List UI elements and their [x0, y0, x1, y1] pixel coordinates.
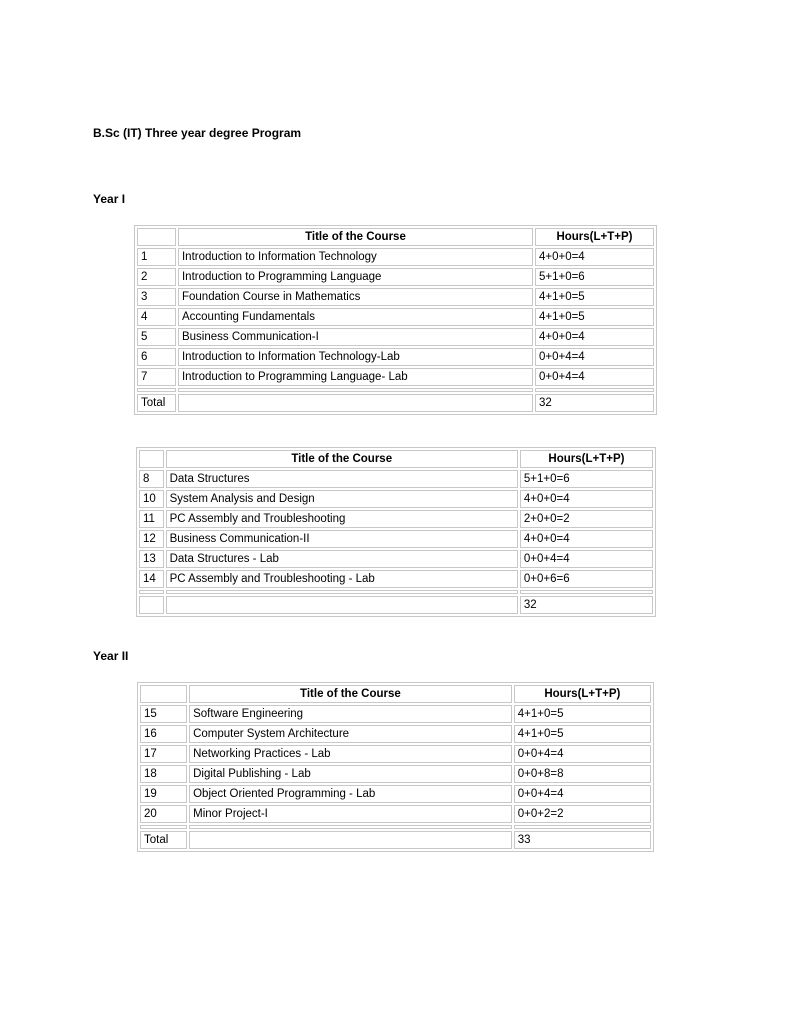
- cell-serial: 17: [140, 745, 187, 763]
- year-1-course-table-2: [136, 447, 656, 617]
- spacer-cell: [140, 825, 187, 829]
- cell-hours: 5+1+0=6: [520, 470, 653, 488]
- spacer-row: [139, 590, 653, 594]
- cell-course-title: Data Structures - Lab: [166, 550, 518, 568]
- header-serial: [139, 450, 164, 468]
- table-row: [137, 348, 654, 366]
- table-row: [139, 490, 653, 508]
- cell-course-title: Software Engineering: [189, 705, 512, 723]
- cell-hours: 4+0+0=4: [535, 328, 654, 346]
- cell-course-title: Computer System Architecture: [189, 725, 512, 743]
- cell-course-title: PC Assembly and Troubleshooting - Lab: [166, 570, 518, 588]
- cell-course-title: Object Oriented Programming - Lab: [189, 785, 512, 803]
- cell-serial: 3: [137, 288, 176, 306]
- cell-hours: 4+1+0=5: [535, 288, 654, 306]
- cell-serial: 15: [140, 705, 187, 723]
- header-course-title: Title of the Course: [178, 228, 533, 246]
- cell-serial: 10: [139, 490, 164, 508]
- cell-course-title: System Analysis and Design: [166, 490, 518, 508]
- header-hours: Hours(L+T+P): [520, 450, 653, 468]
- spacer-cell: [137, 388, 176, 392]
- cell-course-title: Business Communication-II: [166, 530, 518, 548]
- cell-course-title: Introduction to Programming Language- Lab: [178, 368, 533, 386]
- spacer-cell: [139, 590, 164, 594]
- cell-serial: 4: [137, 308, 176, 326]
- spacer-cell: [166, 590, 518, 594]
- cell-course-title: Business Communication-I: [178, 328, 533, 346]
- total-row: [137, 394, 654, 412]
- table-row: [139, 550, 653, 568]
- table-row: [140, 745, 651, 763]
- total-serial: Total: [137, 394, 176, 412]
- cell-serial: 7: [137, 368, 176, 386]
- table-row: [140, 765, 651, 783]
- cell-serial: 11: [139, 510, 164, 528]
- cell-hours: 2+0+0=2: [520, 510, 653, 528]
- spacer-cell: [514, 825, 651, 829]
- total-serial: [139, 596, 164, 614]
- table-row: [140, 805, 651, 823]
- cell-hours: 4+0+0=4: [535, 248, 654, 266]
- cell-serial: 13: [139, 550, 164, 568]
- year-1-heading: Year I: [93, 192, 126, 206]
- cell-course-title: Networking Practices - Lab: [189, 745, 512, 763]
- cell-hours: 4+0+0=4: [520, 530, 653, 548]
- table-row: [137, 328, 654, 346]
- table-header-row: [140, 685, 651, 703]
- table-row: [140, 725, 651, 743]
- table-row: [139, 510, 653, 528]
- header-serial: [137, 228, 176, 246]
- header-course-title: Title of the Course: [189, 685, 512, 703]
- cell-course-title: Introduction to Programming Language: [178, 268, 533, 286]
- total-row: [140, 831, 651, 849]
- header-hours: Hours(L+T+P): [535, 228, 654, 246]
- cell-course-title: Foundation Course in Mathematics: [178, 288, 533, 306]
- spacer-cell: [520, 590, 653, 594]
- cell-serial: 14: [139, 570, 164, 588]
- table-row: [137, 268, 654, 286]
- cell-course-title: Introduction to Information Technology-Lab: [178, 348, 533, 366]
- spacer-cell: [178, 388, 533, 392]
- cell-hours: 0+0+4=4: [535, 348, 654, 366]
- cell-hours: 0+0+2=2: [514, 805, 651, 823]
- cell-hours: 0+0+4=4: [514, 785, 651, 803]
- cell-course-title: Digital Publishing - Lab: [189, 765, 512, 783]
- cell-hours: 4+1+0=5: [514, 725, 651, 743]
- table-row: [140, 785, 651, 803]
- table-row: [140, 705, 651, 723]
- table-row: [139, 530, 653, 548]
- table-row: [137, 368, 654, 386]
- header-serial: [140, 685, 187, 703]
- cell-hours: 0+0+4=4: [535, 368, 654, 386]
- total-course-title: [189, 831, 512, 849]
- table-row: [137, 288, 654, 306]
- cell-course-title: Data Structures: [166, 470, 518, 488]
- cell-serial: 18: [140, 765, 187, 783]
- cell-hours: 4+1+0=5: [514, 705, 651, 723]
- total-hours: 33: [514, 831, 651, 849]
- cell-course-title: Accounting Fundamentals: [178, 308, 533, 326]
- spacer-cell: [189, 825, 512, 829]
- year-2-heading: Year II: [93, 649, 129, 663]
- cell-serial: 16: [140, 725, 187, 743]
- cell-hours: 4+0+0=4: [520, 490, 653, 508]
- header-course-title: Title of the Course: [166, 450, 518, 468]
- cell-hours: 5+1+0=6: [535, 268, 654, 286]
- total-serial: Total: [140, 831, 187, 849]
- cell-hours: 0+0+4=4: [520, 550, 653, 568]
- cell-hours: 0+0+4=4: [514, 745, 651, 763]
- cell-serial: 8: [139, 470, 164, 488]
- table-row: [137, 308, 654, 326]
- cell-hours: 0+0+8=8: [514, 765, 651, 783]
- table-header-row: [139, 450, 653, 468]
- total-row: [139, 596, 653, 614]
- cell-serial: 2: [137, 268, 176, 286]
- cell-serial: 20: [140, 805, 187, 823]
- cell-serial: 5: [137, 328, 176, 346]
- table-row: [137, 248, 654, 266]
- header-hours: Hours(L+T+P): [514, 685, 651, 703]
- cell-course-title: PC Assembly and Troubleshooting: [166, 510, 518, 528]
- cell-serial: 6: [137, 348, 176, 366]
- spacer-row: [137, 388, 654, 392]
- total-course-title: [166, 596, 518, 614]
- year-2-course-table: [137, 682, 654, 852]
- total-hours: 32: [535, 394, 654, 412]
- spacer-row: [140, 825, 651, 829]
- cell-serial: 19: [140, 785, 187, 803]
- cell-hours: 0+0+6=6: [520, 570, 653, 588]
- table-row: [139, 470, 653, 488]
- cell-serial: 12: [139, 530, 164, 548]
- table-header-row: [137, 228, 654, 246]
- total-hours: 32: [520, 596, 653, 614]
- cell-course-title: Minor Project-I: [189, 805, 512, 823]
- spacer-cell: [535, 388, 654, 392]
- cell-serial: 1: [137, 248, 176, 266]
- year-1-course-table-1: [134, 225, 657, 415]
- table-row: [139, 570, 653, 588]
- cell-course-title: Introduction to Information Technology: [178, 248, 533, 266]
- cell-hours: 4+1+0=5: [535, 308, 654, 326]
- program-title: B.Sc (IT) Three year degree Program: [93, 126, 302, 140]
- total-course-title: [178, 394, 533, 412]
